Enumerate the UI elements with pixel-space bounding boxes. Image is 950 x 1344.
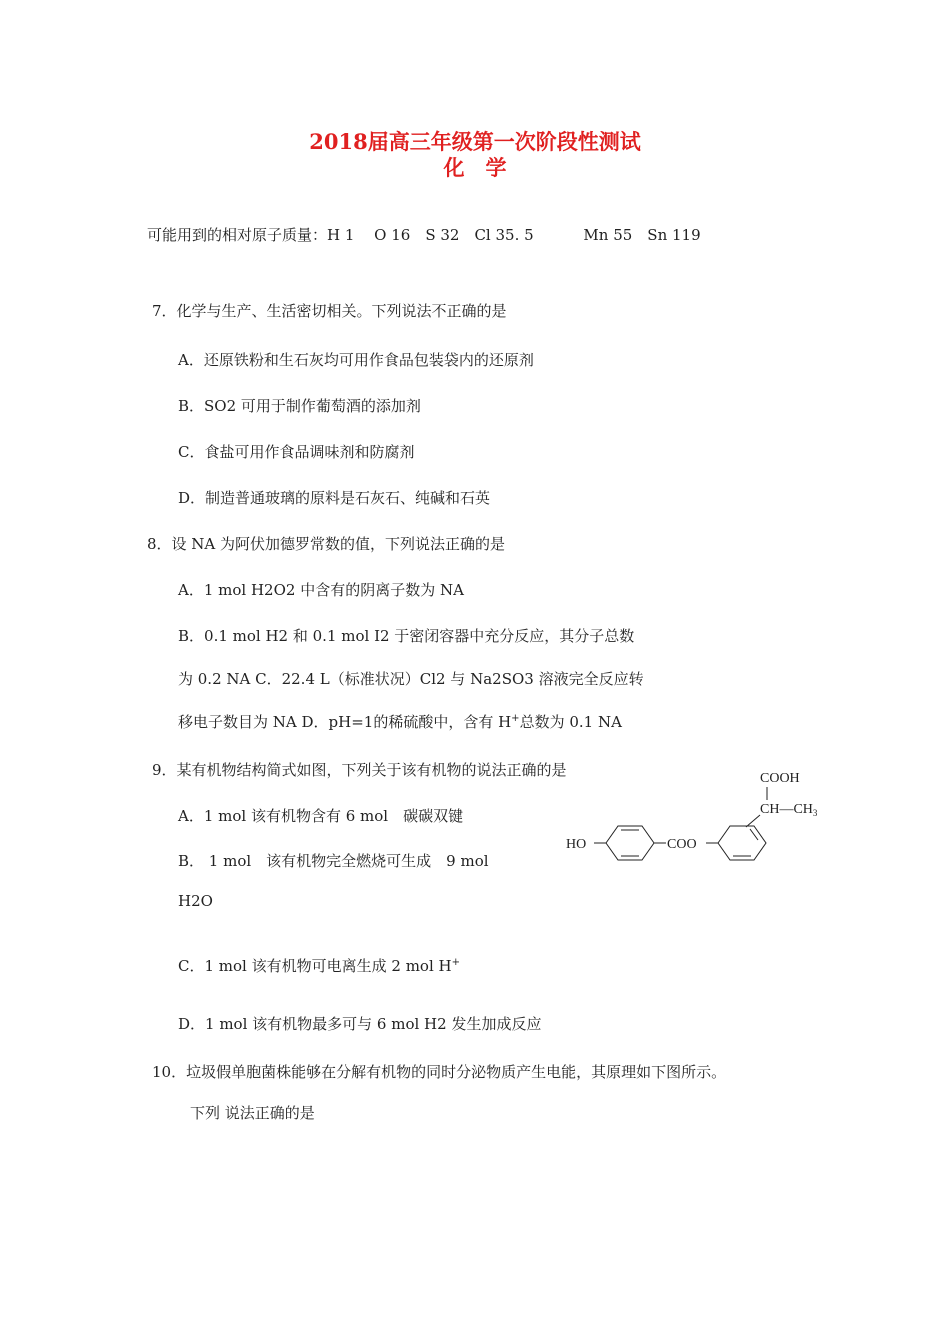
- atomic-masses: 可能用到的相对原子质量：H 1 O 16 S 32 Cl 35. 5 Mn 55 Sn 119: [147, 226, 701, 244]
- q8-stem: 8．设 NA 为阿伏加德罗常数的值，下列说法正确的是: [147, 535, 506, 553]
- subject-title: 化 学: [443, 155, 507, 180]
- q7-option-b: B．SO2 可用于制作葡萄酒的添加剂: [178, 397, 421, 415]
- cooh-label: COOH: [760, 771, 800, 786]
- q8-option-b-line1: B．0.1 mol H2 和 0.1 mol I2 于密闭容器中充分反应，其分子总数: [178, 627, 635, 645]
- q10-stem: 10．垃圾假单胞菌株能够在分解有机物的同时分泌物质产生电能，其原理如下图所示。: [152, 1063, 727, 1081]
- q10-stem-continued: 下列 说法正确的是: [190, 1104, 315, 1122]
- q9-option-c: C．1 mol 该有机物可电离生成 2 mol H+: [178, 957, 460, 975]
- ho-label: HO: [566, 837, 587, 852]
- q8-option-b-line3: 移电子数目为 NA D．pH=1的稀硫酸中，含有 H+总数为 0.1 NA: [178, 713, 622, 731]
- q7-stem: 7．化学与生产、生活密切相关。下列说法不正确的是: [152, 302, 507, 320]
- q7-option-a: A．还原铁粉和生石灰均可用作食品包装袋内的还原剂: [178, 351, 534, 369]
- q7-option-d: D．制造普通玻璃的原料是石灰石、纯碱和石英: [178, 489, 491, 507]
- q9-option-a: A．1 mol 该有机物含有 6 mol 碳碳双键: [178, 807, 464, 825]
- q9-option-d: D．1 mol 该有机物最多可与 6 mol H2 发生加成反应: [178, 1015, 542, 1033]
- q7-option-c: C．食盐可用作食品调味剂和防腐剂: [178, 443, 415, 461]
- structural-formula-diagram: [560, 760, 840, 870]
- coo-label: COO: [667, 837, 697, 852]
- q8-option-a: A．1 mol H2O2 中含有的阴离子数为 NA: [178, 581, 464, 599]
- q9-stem: 9．某有机物结构简式如图，下列关于该有机物的说法正确的是: [152, 761, 567, 779]
- q8-option-b-line2: 为 0.2 NA C．22.4 L（标准状况）Cl2 与 Na2SO3 溶液完全反应转: [178, 670, 644, 688]
- q9-option-b-line1: B． 1 mol 该有机物完全燃烧可生成 9 mol: [178, 852, 489, 870]
- ch-ch3-label: $CH—CH_3$: [760, 802, 818, 818]
- q9-option-b-line2: H2O: [178, 892, 213, 910]
- page-title: 2018届高三年级第一次阶段性测试: [309, 129, 641, 154]
